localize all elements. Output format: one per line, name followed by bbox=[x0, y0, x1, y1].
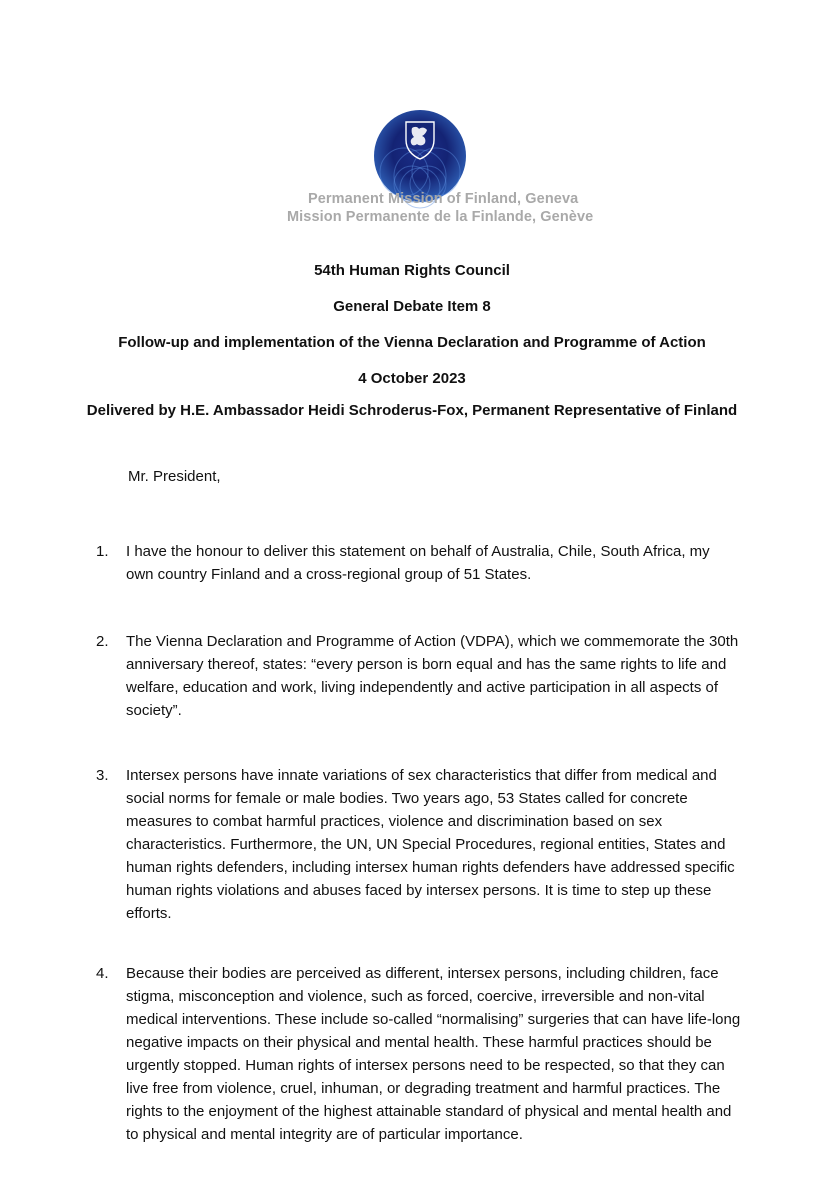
mission-name-french: Mission Permanente de la Finlande, Genève bbox=[287, 209, 594, 225]
paragraph-line: human rights violations and abuses faced by intersex persons. It is time to step up these bbox=[126, 882, 712, 899]
paragraph-line: urgently stopped. Human rights of intersex persons need to be respected, so that they can bbox=[126, 1057, 725, 1074]
paragraph-line: human rights defenders, including intersex human rights defenders have addressed specific bbox=[126, 859, 735, 876]
topic-title: Follow-up and implementation of the Vienna Declaration and Programme of Action bbox=[118, 334, 706, 351]
paragraph-line: welfare, education and work, living independently and active participation in all aspects of bbox=[126, 679, 719, 696]
statement-date: 4 October 2023 bbox=[358, 370, 466, 387]
paragraph-number: 3. bbox=[96, 767, 109, 784]
paragraph-line: Because their bodies are perceived as different, intersex persons, including children, face bbox=[126, 965, 719, 982]
council-title: 54th Human Rights Council bbox=[314, 262, 510, 279]
paragraph-line: The Vienna Declaration and Programme of Action (VDPA), which we commemorate the 30th bbox=[126, 633, 739, 650]
paragraph-number: 1. bbox=[96, 543, 109, 560]
paragraph-line: anniversary thereof, states: “every person is born equal and has the same rights to life and bbox=[126, 656, 727, 673]
paragraph-line: rights to the enjoyment of the highest attainable standard of physical and mental health and bbox=[126, 1103, 732, 1120]
paragraph-line: I have the honour to deliver this statement on behalf of Australia, Chile, South Africa, my bbox=[126, 543, 710, 560]
paragraph-line: own country Finland and a cross-regional group of 51 States. bbox=[126, 566, 532, 583]
paragraph-line: society”. bbox=[126, 702, 182, 719]
paragraph-line: to physical and mental integrity are of particular importance. bbox=[126, 1126, 523, 1143]
debate-title: General Debate Item 8 bbox=[333, 298, 491, 315]
paragraph-line: medical interventions. These include so-called “normalising” surgeries that can have life-long bbox=[126, 1011, 741, 1028]
paragraph-line: measures to combat harmful practices, violence and discrimination based on sex bbox=[126, 813, 663, 830]
paragraph-line: stigma, misconception and violence, such as forced, coercive, irreversible and non-vital bbox=[126, 988, 705, 1005]
paragraph-line: characteristics. Furthermore, the UN, UN Special Procedures, regional entities, States and bbox=[126, 836, 726, 853]
paragraph-line: Intersex persons have innate variations of sex characteristics that differ from medical and bbox=[126, 767, 717, 784]
mission-name-english: Permanent Mission of Finland, Geneva bbox=[308, 191, 579, 207]
paragraph-line: negative impacts on their physical and mental health. These harmful practices should be bbox=[126, 1034, 712, 1051]
paragraph-line: social norms for female or male bodies. Two years ago, 53 States called for concrete bbox=[126, 790, 688, 807]
salutation: Mr. President, bbox=[128, 468, 221, 485]
delivered-by: Delivered by H.E. Ambassador Heidi Schroderus-Fox, Permanent Representative of Finland bbox=[86, 402, 738, 419]
paragraph-line: efforts. bbox=[126, 905, 172, 922]
paragraph-line: live free from violence, cruel, inhuman, or degrading treatment and harmful practices. The bbox=[126, 1080, 721, 1097]
paragraph-number: 2. bbox=[96, 633, 109, 650]
paragraph-number: 4. bbox=[96, 965, 109, 982]
